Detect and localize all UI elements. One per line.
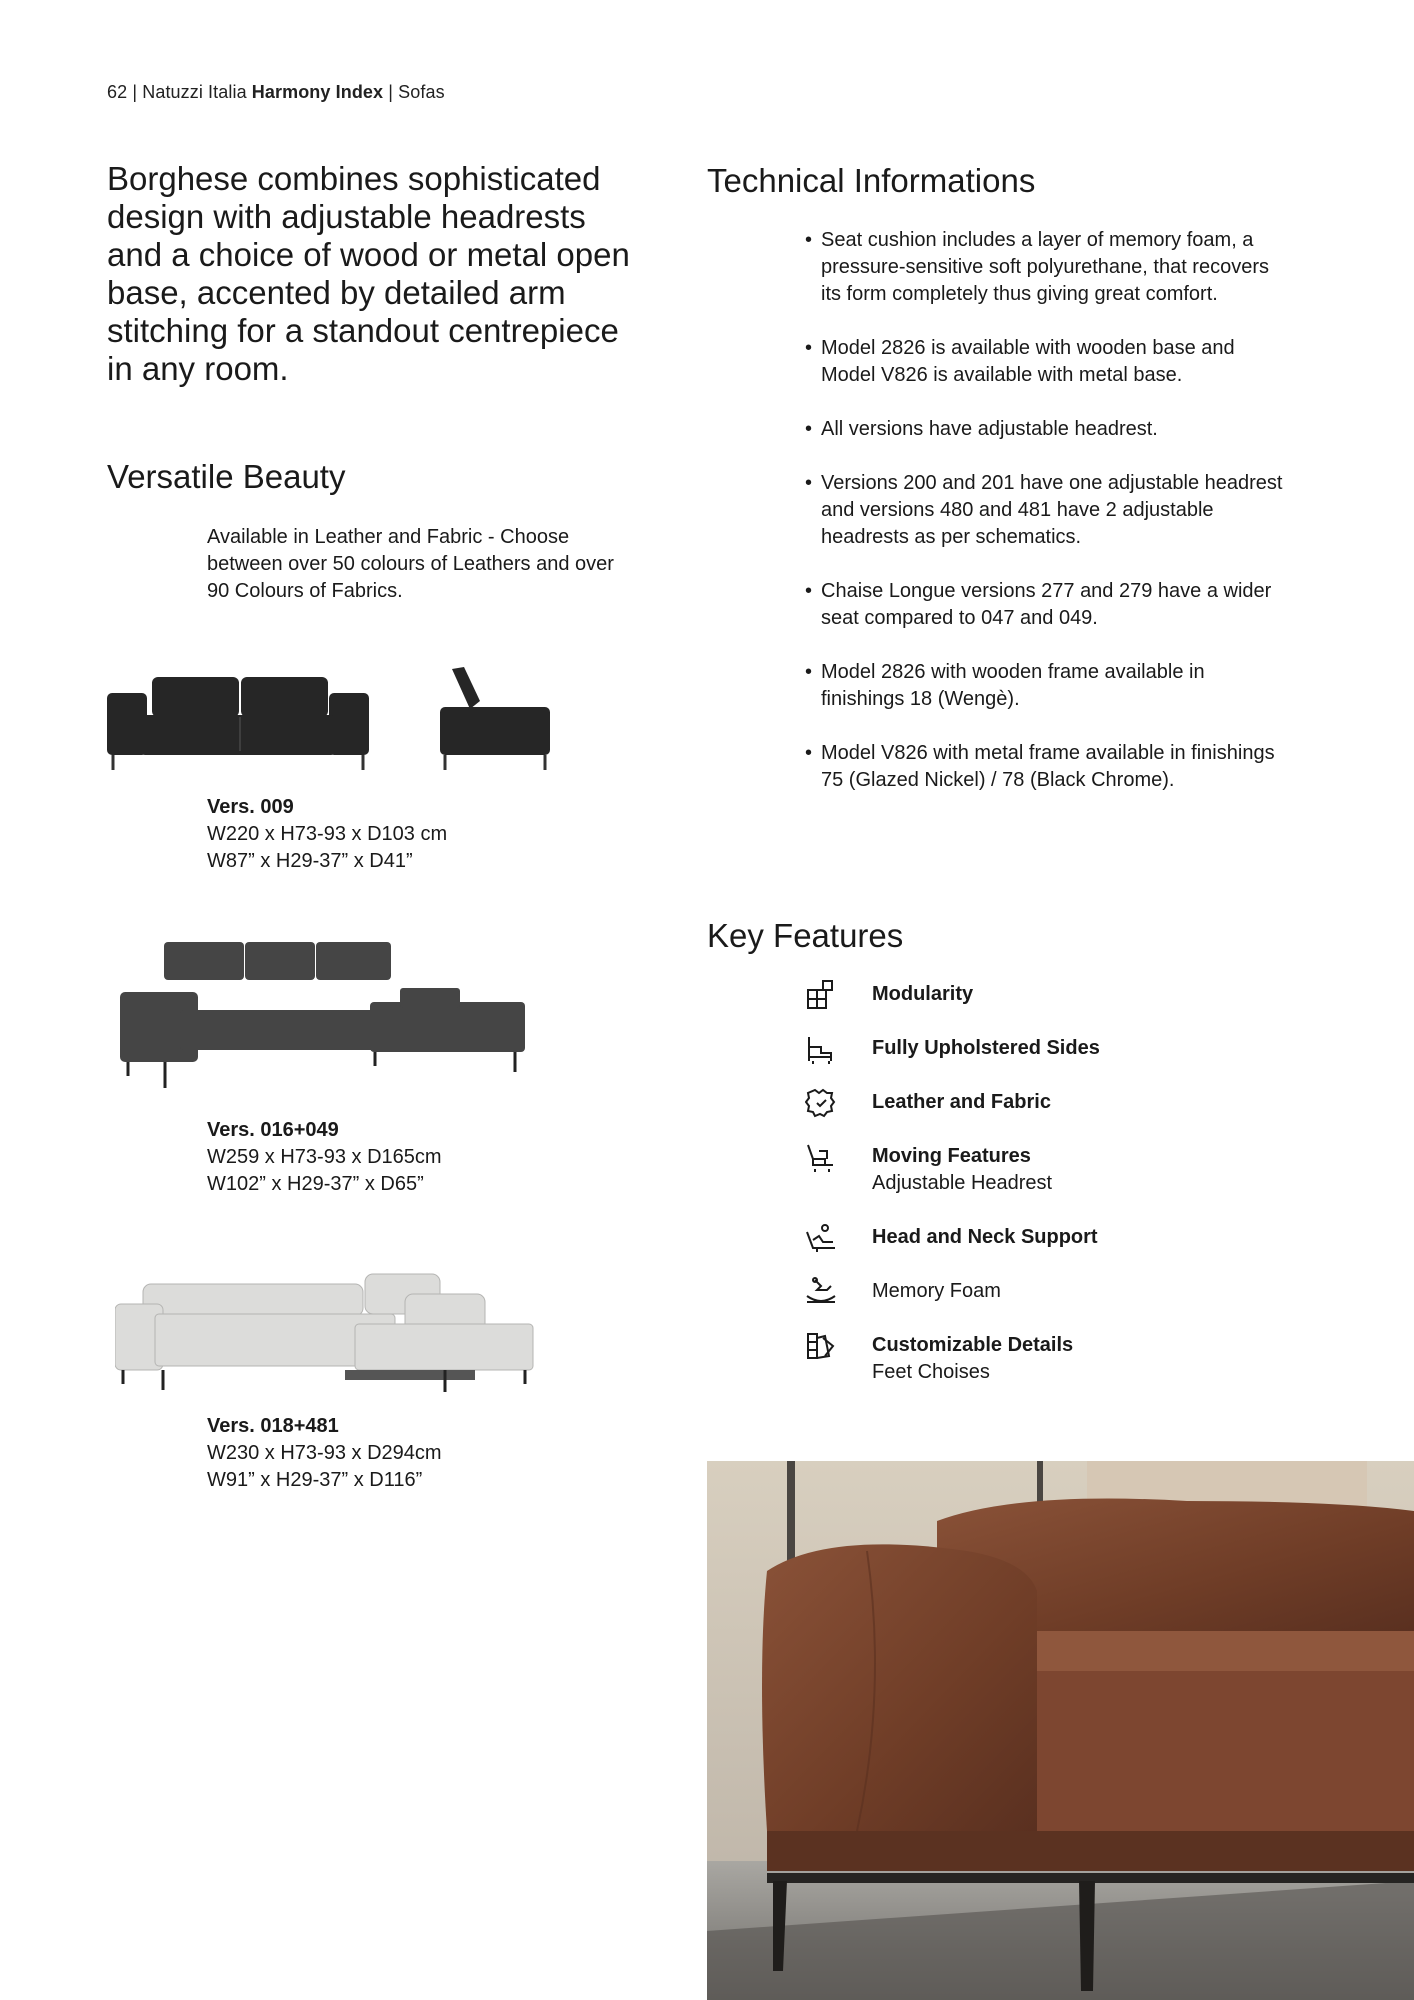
- swatch-icon: [805, 1330, 837, 1362]
- technical-item: • Chaise Longue versions 277 and 279 have a wider seat compared to 047 and 049.: [805, 578, 1285, 632]
- sofa-009-image: [107, 665, 557, 775]
- modularity-icon: [805, 979, 837, 1011]
- feature-moving: [805, 1143, 1053, 1194]
- technical-item: • Model 2826 is available with wooden base and Model V826 is available with metal base.: [805, 335, 1285, 389]
- page-number: 62: [107, 82, 128, 102]
- sofa-018-481-image: [115, 1270, 535, 1395]
- feature-title: Memory Foam: [872, 1280, 1001, 1302]
- version-016-049: [207, 1117, 442, 1198]
- feature-head-neck: [805, 1224, 1098, 1254]
- technical-item: • Versions 200 and 201 have one adjustable headrest and versions 480 and 481 have 2 adjustable headrests as per schematics.: [805, 470, 1285, 551]
- feature-leather-fabric: [805, 1089, 1051, 1119]
- technical-list: [805, 227, 1285, 821]
- version-imperial: W102” x H29-37” x D65”: [207, 1173, 424, 1195]
- feature-title: Customizable Details: [872, 1334, 1074, 1356]
- technical-item: • Model V826 with metal frame available in finishings 75 (Glazed Nickel) / 78 (Black Chrome).: [805, 740, 1285, 794]
- feature-customizable: [805, 1332, 1074, 1383]
- feature-title: Fully Upholstered Sides: [872, 1037, 1100, 1059]
- feature-title: Leather and Fabric: [872, 1091, 1051, 1113]
- feature-title: Moving Features: [872, 1145, 1031, 1167]
- version-metric: W230 x H73-93 x D294cm: [207, 1442, 442, 1464]
- index-name: Harmony Index: [251, 82, 384, 102]
- key-features-title: Key Features: [707, 917, 904, 954]
- versatile-text: Available in Leather and Fabric - Choose between over 50 colours of Leathers and over 90 Colours of Fabrics.: [207, 526, 614, 602]
- feature-title: Modularity: [872, 983, 974, 1005]
- feature-title: Head and Neck Support: [872, 1226, 1098, 1248]
- leather-hide-icon: [805, 1087, 837, 1119]
- recliner-icon: [805, 1141, 837, 1173]
- feature-memory-foam: [805, 1278, 1001, 1308]
- version-name: Vers. 016+049: [207, 1119, 339, 1141]
- intro-paragraph: Borghese combines sophisticated design with adjustable headrests and a choice of wood or metal open base, accented by detailed arm stitching for a standout centrepiece in any room.: [107, 160, 630, 387]
- version-018-481: [207, 1413, 442, 1494]
- technical-title: Technical Informations: [707, 162, 1036, 199]
- technical-item: • All versions have adjustable headrest.: [805, 416, 1285, 443]
- page-header: 62 | Natuzzi Italia Harmony Index | Sofas: [107, 82, 445, 102]
- technical-item: • Model 2826 with wooden frame available in finishings 18 (Wengè).: [805, 659, 1285, 713]
- feature-modularity: [805, 981, 974, 1011]
- brand-name: Natuzzi Italia: [142, 82, 247, 102]
- version-009: [207, 794, 447, 875]
- version-imperial: W91” x H29-37” x D116”: [207, 1469, 423, 1491]
- feature-subtitle: Feet Choises: [872, 1361, 990, 1383]
- version-name: Vers. 018+481: [207, 1415, 339, 1437]
- versatile-title: Versatile Beauty: [107, 458, 346, 495]
- version-metric: W259 x H73-93 x D165cm: [207, 1146, 442, 1168]
- memory-foam-icon: [805, 1276, 837, 1308]
- feature-upholstered-sides: [805, 1035, 1100, 1065]
- version-name: Vers. 009: [207, 796, 294, 818]
- version-metric: W220 x H73-93 x D103 cm: [207, 823, 448, 845]
- feature-subtitle: Adjustable Headrest: [872, 1172, 1053, 1194]
- upholstered-sides-icon: [805, 1033, 837, 1065]
- leather-sofa-photo: [707, 1461, 1414, 2000]
- lifestyle-photo: [707, 1461, 1414, 2000]
- section-name: Sofas: [398, 82, 445, 102]
- head-support-icon: [805, 1222, 837, 1254]
- technical-item: • Seat cushion includes a layer of memory foam, a pressure-sensitive soft polyurethane, that recovers its form completely thus giving great comfort.: [805, 227, 1285, 308]
- version-imperial: W87” x H29-37” x D41”: [207, 850, 413, 872]
- sofa-016-049-image: [120, 940, 530, 1090]
